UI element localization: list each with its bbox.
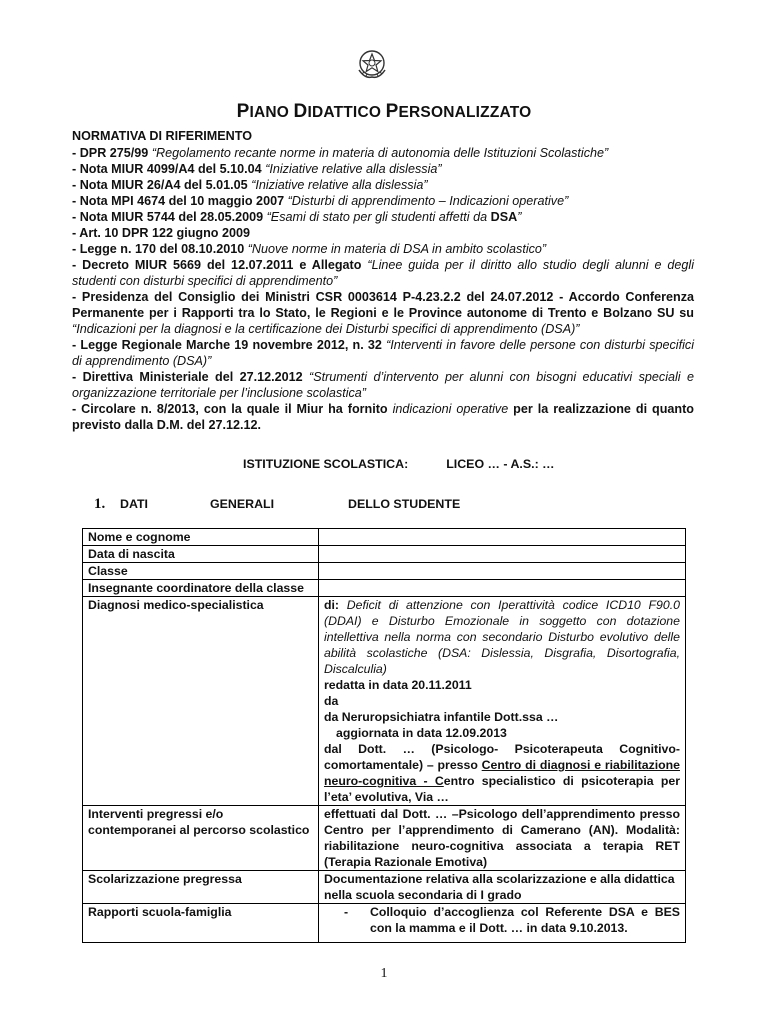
student-data-table — [82, 528, 686, 943]
normativa-item: - Direttiva Ministeriale del 27.12.2012 “Strumenti d’intervento per alunni con bisogni educativi speciali e organizzazione territoriale per l’inclusione scolastica” — [72, 370, 694, 400]
table-label: Classe — [83, 563, 319, 580]
table-row — [83, 529, 686, 546]
table-value: - Colloquio d’accoglienza col Referente DSA e BES con la mamma e il Dott. … in data 9.10.2013. — [319, 904, 686, 943]
table-value: effettuati dal Dott. … –Psicologo dell’apprendimento presso Centro per l’apprendimento di Camerano (AN). Modalità: riabilitazione neuro-cognitiva associata a terapia RET (Terapia Razionale Emotiva) — [319, 806, 686, 871]
table-row — [83, 597, 686, 806]
table-row — [83, 871, 686, 904]
table-value — [319, 529, 686, 546]
normativa-item: - Nota MIUR 26/A4 del 5.01.05 “Iniziative relative alla dislessia” — [72, 178, 428, 192]
table-row — [83, 580, 686, 597]
normativa-item: - Presidenza del Consiglio dei Ministri CSR 0003614 P-4.23.2.2 del 24.07.2012 - Accordo Conferenza Permanente per i Rapporti tra lo Stato, le Regioni e le Province autonome di Trento e Bolzano SU su “Indicazioni per la diagnosi e la certificazione dei Disturbi specifici di apprendimento (DSA)” — [72, 290, 694, 336]
normativa-item: - DPR 275/99 “Regolamento recante norme in materia di autonomia delle Istituzioni Scolastiche” — [72, 146, 609, 160]
normativa-item: - Art. 10 DPR 122 giugno 2009 — [72, 226, 250, 240]
normativa-item: - Nota MIUR 4099/A4 del 5.10.04 “Iniziative relative alla dislessia” — [72, 162, 442, 176]
diagnosi-value: di: Deficit di attenzione con Iperattività codice ICD10 F90.0 (DDAI) e Disturbo Emozionale in soggetto con dotazione intellettiva nella norma con secondario Disturbo evolutivo delle abilità scolastiche (DSA: Dislessia, Disgrafia, Disortografia, Discalculia) redatta in data 20.11.2011 da da Neruropsichiatra infantile Dott.ssa … aggiornata in data 12.09.2013 dal Dott. … (Psicologo- Psicoterapeuta Cognitivo-comortamentale) – presso Centro di diagnosi e riabilitazione neuro-cognitiva - Centro specialistico di psicoterapia per l’eta’ evolutiva, Via … — [319, 597, 686, 806]
table-label: Diagnosi medico-specialistica — [83, 597, 319, 806]
table-row — [83, 546, 686, 563]
table-label: Insegnante coordinatore della classe — [83, 580, 319, 597]
table-label: Interventi pregressi e/o contemporanei al percorso scolastico — [83, 806, 319, 871]
normativa-item: - Nota MPI 4674 del 10 maggio 2007 “Disturbi di apprendimento – Indicazioni operative” — [72, 194, 569, 208]
page-title: PIANO DIDATTICO PERSONALIZZATO — [236, 101, 532, 122]
table-label: Scolarizzazione pregressa — [83, 871, 319, 904]
table-label: Rapporti scuola-famiglia — [83, 904, 319, 943]
normativa-item: - Decreto MIUR 5669 del 12.07.2011 e Allegato “Linee guida per il diritto allo studio degli alunni e degli studenti con disturbi specifici di apprendimento” — [72, 258, 694, 288]
page-number: 1 — [380, 966, 388, 981]
section-heading: 1. DATI GENERALI DELLO STUDENTE — [94, 496, 461, 512]
table-row — [83, 563, 686, 580]
table-value — [319, 563, 686, 580]
normativa-item: - Legge n. 170 del 08.10.2010 “Nuove norme in materia di DSA in ambito scolastico” — [72, 242, 547, 256]
table-row — [83, 904, 686, 943]
normativa-heading: NORMATIVA DI RIFERIMENTO — [72, 129, 253, 143]
table-value: Documentazione relativa alla scolarizzazione e alla didattica nella scuola secondaria di I grado — [319, 871, 686, 904]
normativa-item: - Legge Regionale Marche 19 novembre 2012, n. 32 “Interventi in favore delle persone con disturbi specifici di apprendimento (DSA)” — [72, 338, 694, 368]
istituzione-scolastica: ISTITUZIONE SCOLASTICA: LICEO … - A.S.: … — [243, 457, 555, 471]
table-value — [319, 580, 686, 597]
table-value — [319, 546, 686, 563]
republic-emblem-icon — [355, 48, 389, 80]
table-label: Data di nascita — [83, 546, 319, 563]
normativa-section — [72, 128, 694, 433]
table-row — [83, 806, 686, 871]
normativa-item: - Nota MIUR 5744 del 28.05.2009 “Esami di stato per gli studenti affetti da DSA” — [72, 210, 522, 224]
table-label: Nome e cognome — [83, 529, 319, 546]
normativa-item: - Circolare n. 8/2013, con la quale il Miur ha fornito indicazioni operative per la realizzazione di quanto previsto dalla D.M. del 27.12.12. — [72, 402, 695, 432]
